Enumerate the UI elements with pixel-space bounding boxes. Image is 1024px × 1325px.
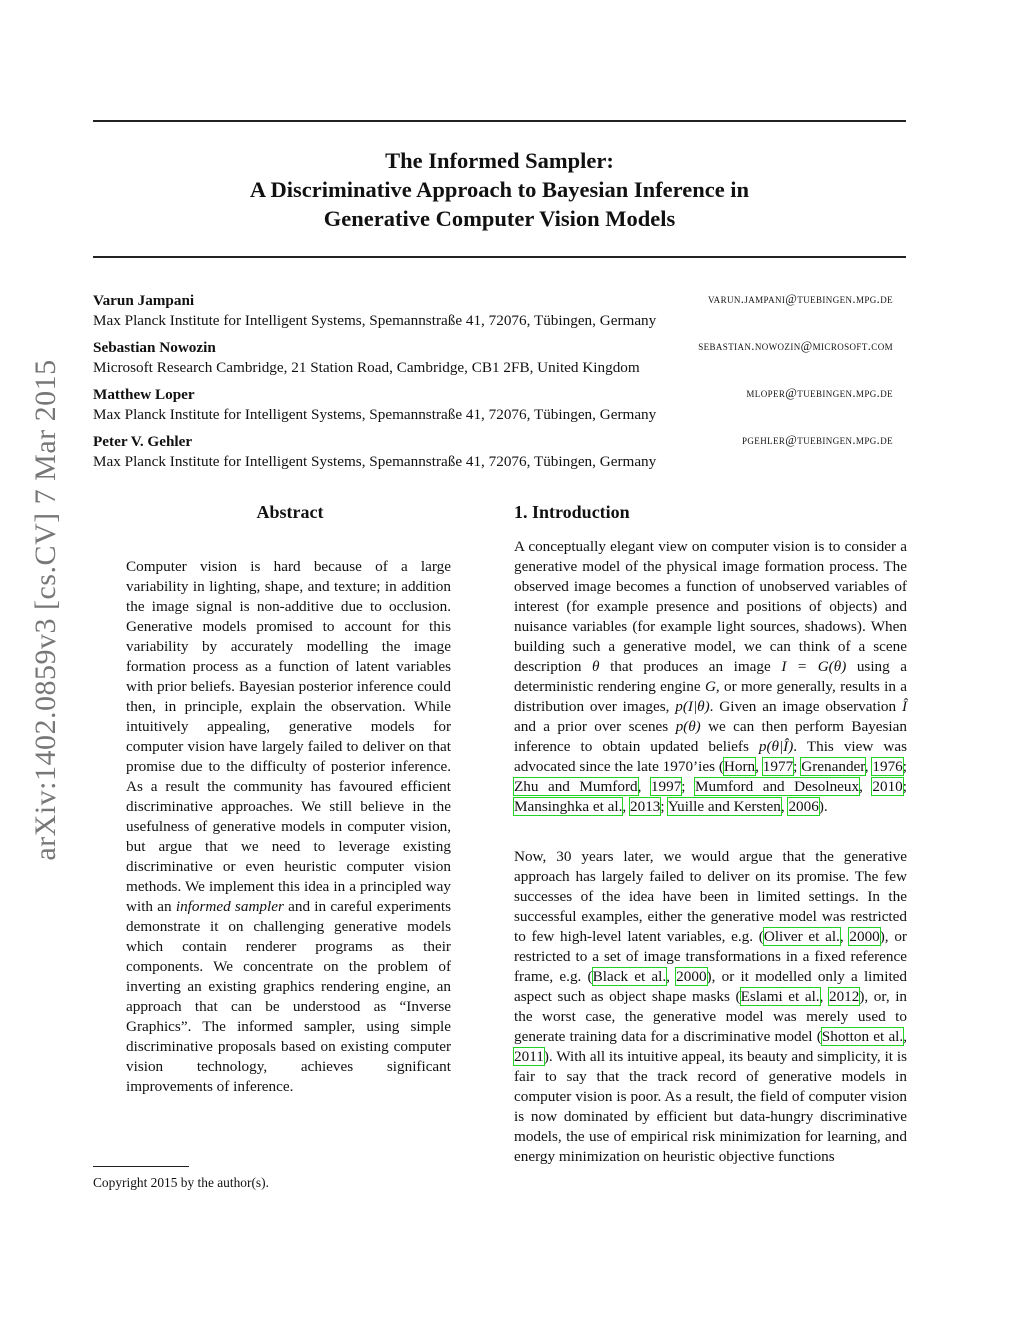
citation-link[interactable]: 2012 — [828, 988, 860, 1005]
citation-link[interactable]: 2011 — [514, 1048, 544, 1065]
citation-link[interactable]: 2000 — [849, 928, 880, 945]
author-affiliation: Max Planck Institute for Intelligent Systems, Spemannstraße 41, 72076, Tübingen, Germany — [93, 453, 657, 470]
math-symbol: θ — [592, 658, 600, 675]
citation-link[interactable]: Mansinghka et al. — [514, 798, 623, 815]
math-symbol: Î — [901, 698, 907, 715]
paragraph-text: , or more generally, results in a distribution over images, — [514, 678, 908, 715]
title-rule-bottom — [93, 256, 906, 258]
author-name: Matthew Loper — [93, 386, 195, 403]
citation-link[interactable]: Grenander — [801, 758, 865, 775]
separator: , — [622, 798, 630, 815]
title-line-2: A Discriminative Approach to Bayesian Inference in — [249, 177, 750, 202]
paragraph-text: we can then perform Bayesian inference to obtain updated beliefs — [514, 718, 907, 755]
citation-link[interactable]: 2013 — [630, 798, 661, 815]
copyright-footnote: Copyright 2015 by the author(s). — [93, 1175, 269, 1190]
author-email[interactable]: varun.jampani@tuebingen.mpg.de — [707, 292, 893, 306]
paragraph-text: Now, 30 years later, we would argue that the generative approach has largely failed to deliver on its promise. The few successes of the idea have been in limited settings. In the successful examples, either the generative model was restricted to few high-level latent variables, e.g. ( — [514, 848, 907, 945]
citation-link[interactable]: 2006 — [788, 798, 819, 815]
arxiv-identifier-stamp: arXiv:1402.0859v3 [cs.CV] 7 Mar 2015 — [29, 359, 62, 861]
paper-title — [93, 146, 906, 233]
footnote-rule — [93, 1166, 189, 1167]
paragraph-text: . This view was advocated since the late 1970’ies ( — [514, 738, 907, 775]
author-email[interactable]: sebastian.nowozin@microsoft.com — [698, 339, 893, 353]
separator: ; — [681, 778, 695, 795]
author-block — [93, 292, 893, 330]
citation-link[interactable]: Shotton et al. — [821, 1028, 904, 1045]
author-email[interactable]: mloper@tuebingen.mpg.de — [746, 386, 893, 400]
author-block — [93, 386, 893, 424]
paragraph-text: ). With all its intuitive appeal, its beauty and simplicity, it is fair to say that the track record of generative models in computer vision is poor. As a result, the field of computer vision is now dominated by efficient but data-hungry discriminative models, the use of empirical risk minimization for learning, and energy minimization on heuristic objective functions — [514, 1048, 907, 1165]
paragraph-text: using a deterministic rendering engine — [514, 658, 908, 695]
math-expression: p(θ|Î) — [758, 738, 794, 755]
separator: ; — [902, 778, 907, 795]
separator: , — [666, 968, 677, 985]
introduction-heading: 1. Introduction — [514, 502, 630, 522]
title-line-3: Generative Computer Vision Models — [323, 206, 676, 231]
abstract-emphasis: informed sampler — [175, 898, 284, 915]
abstract-body — [126, 557, 451, 1097]
citation-link[interactable]: Mumford and Desolneux — [695, 778, 860, 795]
author-block — [93, 433, 893, 471]
citation-link[interactable]: Black et al. — [592, 968, 667, 985]
abstract-text: Computer vision is hard because of a large variability in lighting, shape, and texture; in addition the image signal is non-additive due to occlusion. Generative models promised to account for this variability by accurately modelling the image formation process as a function of latent variables with prior beliefs. Bayesian posterior inference could then, in principle, explain the observation. While intuitively appealing, generative models for computer vision have largely failed to deliver on that promise due to the difficulty of posterior inference. As a result the community has favoured efficient discriminative approaches. We still believe in the usefulness of generative models in computer vision, but argue that we need to leverage existing discriminative or even heuristic computer vision methods. We implement this idea in a principled way with an — [126, 558, 451, 915]
separator: , — [637, 778, 651, 795]
math-expression: p(θ) — [675, 718, 701, 735]
citation-link[interactable]: 1976 — [872, 758, 903, 775]
author-affiliation: Max Planck Institute for Intelligent Systems, Spemannstraße 41, 72076, Tübingen, Germany — [93, 406, 657, 423]
separator: , — [859, 778, 873, 795]
citation-link[interactable]: Yuille and Kersten — [667, 798, 781, 815]
separator: , — [839, 928, 850, 945]
introduction-paragraph-2 — [514, 847, 907, 1167]
abstract-text: and in careful experiments demonstrate it on challenging generative models which contain renderer programs as their components. We concentrate on the problem of inverting an existing graphics rendering engine, an approach that can be understood as “Inverse Graphics”. The informed sampler, using simple discriminative proposals based on existing computer vision technology, achieves significant improvements of inference. — [126, 898, 451, 1095]
paragraph-text: A conceptually elegant view on computer vision is to consider a generative model of the physical image formation process. The observed image becomes a function of unobserved variables of interest (for example presence and positions of objects) and nuisance variables (for example light sources, shadows). When building such a generative model, we can think of a scene description — [514, 538, 907, 675]
separator: , — [780, 798, 789, 815]
author-email[interactable]: pgehler@tuebingen.mpg.de — [742, 433, 893, 447]
paragraph-text: and a prior over scenes — [514, 718, 676, 735]
author-name: Sebastian Nowozin — [93, 339, 216, 356]
separator: , — [819, 988, 829, 1005]
author-name: Varun Jampani — [93, 292, 195, 309]
separator: , — [755, 758, 763, 775]
math-expression: p(I|θ) — [675, 698, 710, 715]
citation-link[interactable]: 2010 — [872, 778, 903, 795]
math-symbol: G — [704, 678, 716, 695]
paragraph-text: ). — [818, 798, 828, 815]
title-line-1: The Informed Sampler: — [385, 148, 614, 173]
paragraph-text: ), or it modelled only a limited aspect such as object shape masks ( — [514, 968, 907, 1005]
citation-link[interactable]: Horn — [723, 758, 756, 775]
abstract-heading: Abstract — [256, 502, 324, 522]
citation-link[interactable]: Zhu and Mumford — [514, 778, 638, 795]
author-name: Peter V. Gehler — [93, 433, 193, 450]
separator: ; — [793, 758, 802, 775]
paragraph-text: ), or restricted to a set of image transformations in a fixed reference frame, e.g. ( — [514, 928, 907, 985]
math-expression: I = G(θ) — [781, 658, 847, 675]
author-affiliation: Max Planck Institute for Intelligent Systems, Spemannstraße 41, 72076, Tübingen, Germany — [93, 312, 657, 329]
citation-link[interactable]: 1997 — [650, 778, 682, 795]
citation-link[interactable]: Eslami et al. — [740, 988, 820, 1005]
paragraph-text: ), or, in the worst case, the generative model was merely used to generate training data for a discriminative model ( — [514, 988, 908, 1045]
introduction-paragraph-1 — [514, 537, 907, 817]
separator: , — [903, 1028, 907, 1045]
citation-link[interactable]: Oliver et al. — [763, 928, 840, 945]
paragraph-text: . Given an image observation — [709, 698, 902, 715]
citation-link[interactable]: 1977 — [762, 758, 794, 775]
title-rule-top — [93, 120, 906, 122]
separator: , — [864, 758, 873, 775]
citation-link[interactable]: 2000 — [676, 968, 707, 985]
author-block — [93, 339, 893, 377]
separator: ; — [660, 798, 668, 815]
separator: ; — [902, 758, 907, 775]
paragraph-text: that produces an image — [599, 658, 782, 675]
author-affiliation: Microsoft Research Cambridge, 21 Station Road, Cambridge, CB1 2FB, United Kingdom — [93, 359, 640, 376]
